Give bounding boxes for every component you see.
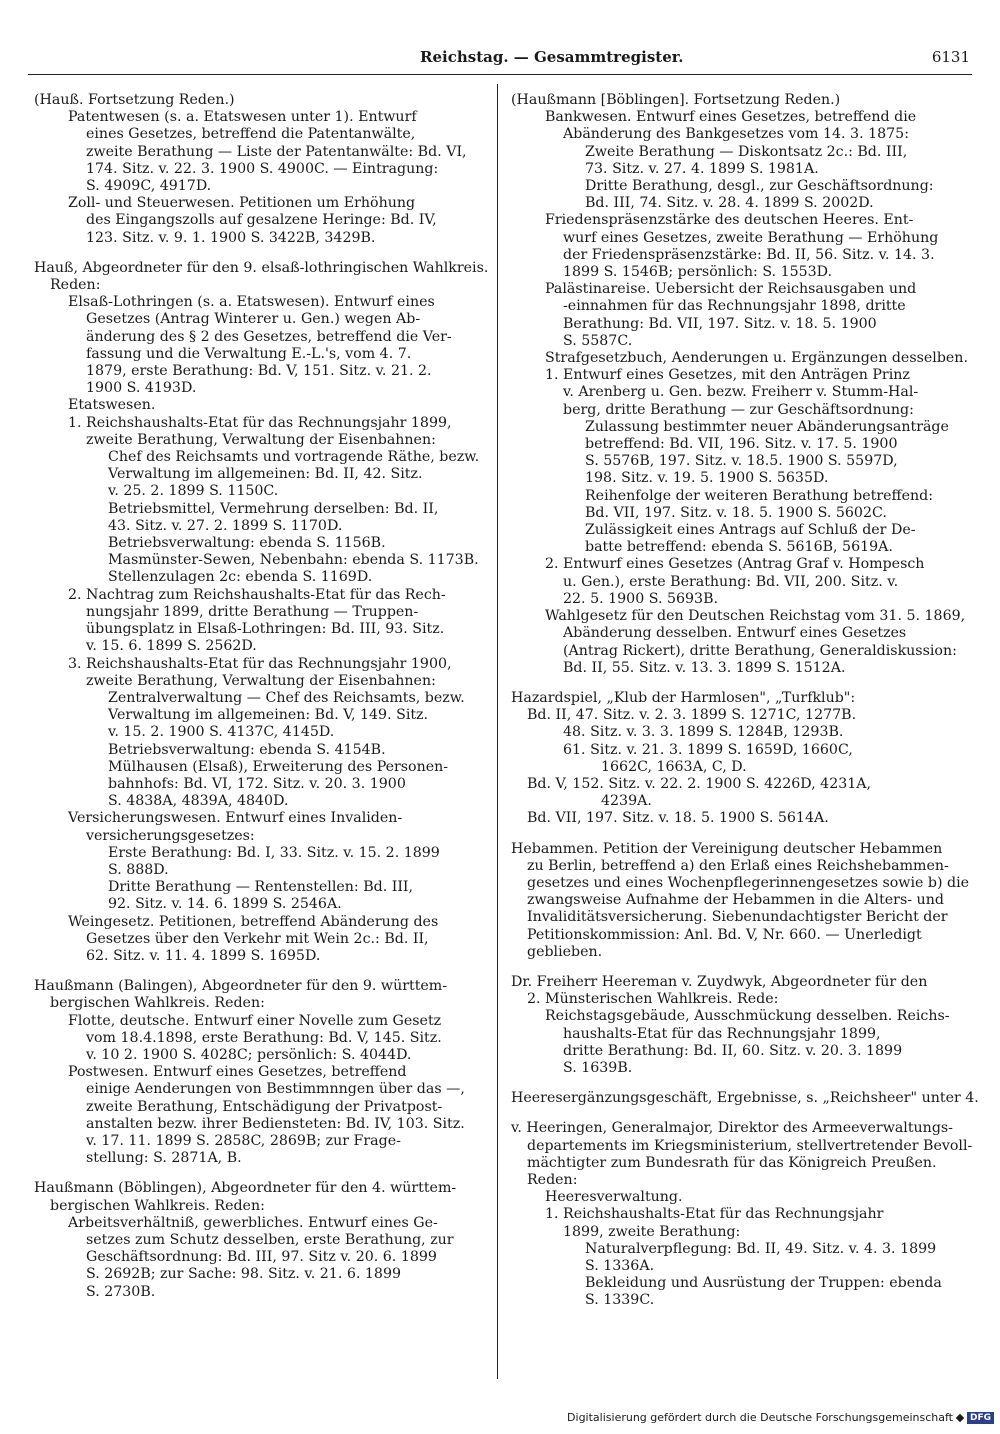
- page-number: 6131: [931, 48, 970, 66]
- page-header: [28, 48, 972, 72]
- entry-line: wurf eines Gesetzes, zweite Berathung — Erhöhung: [563, 229, 939, 246]
- entry-line: Heeresergänzungsgeschäft, Ergebnisse, s. „Reichsheer" unter 4.: [511, 1090, 979, 1107]
- entry-line: S. 1639B.: [563, 1059, 633, 1076]
- entry-line: Bekleidung und Ausrüstung der Truppen: ebenda: [585, 1275, 942, 1292]
- entry-line: 61. Sitz. v. 21. 3. 1899 S. 1659D, 1660C,: [563, 741, 853, 758]
- entry-line: 92. Sitz. v. 14. 6. 1899 S. 2546A.: [108, 896, 342, 913]
- entry-line: Zulässigkeit eines Antrags auf Schluß der De-: [585, 522, 916, 539]
- right-column: [507, 92, 979, 1323]
- entry-line: Dritte Berathung — Rentenstellen: Bd. III,: [108, 879, 414, 896]
- entry-line: 174. Sitz. v. 22. 3. 1900 S. 4900C. — Eintragung:: [86, 160, 439, 177]
- entry-line: v. 15. 6. 1899 S. 2562D.: [86, 638, 257, 655]
- entry-line: (Hauß. Fortsetzung Reden.): [34, 92, 235, 108]
- entry-line: änderung des § 2 des Gesetzes, betreffend die Ver-: [86, 328, 452, 345]
- entry-line: Reichstagsgebäude, Ausschmückung desselben. Reichs-: [545, 1008, 950, 1025]
- entry-line: S. 4909C, 4917D.: [86, 178, 212, 195]
- entry-line: Reden:: [527, 1171, 578, 1188]
- entry-line: bergischen Wahlkreis. Reden:: [50, 1197, 265, 1214]
- entry-line: 73. Sitz. v. 27. 4. 1899 S. 1981A.: [585, 160, 819, 177]
- entry-line: Bankwesen. Entwurf eines Gesetzes, betreffend die: [545, 109, 917, 126]
- entry-line: Berathung: Bd. VII, 197. Sitz. v. 18. 5. 1900: [563, 315, 877, 332]
- entry-line: 2. Entwurf eines Gesetzes (Antrag Graf v. Hompesch: [545, 556, 925, 573]
- index-entry: [507, 974, 969, 1077]
- diamond-icon: [956, 1413, 964, 1421]
- entry-line: v. 17. 11. 1899 S. 2858C, 2869B; zur Frage-: [86, 1132, 401, 1149]
- entry-line: Heeresverwaltung.: [545, 1189, 683, 1206]
- entry-line: Masmünster-Sewen, Nebenbahn: ebenda S. 1173B.: [108, 552, 479, 569]
- entry-line: zweite Berathung, Verwaltung der Eisenbahnen:: [86, 672, 436, 689]
- entry-line: Verwaltung im allgemeinen: Bd. V, 149. Sitz.: [108, 707, 429, 724]
- entry-line: zwangsweise Aufnahme der Hebammen in die Alters- und: [527, 892, 944, 909]
- entry-line: 123. Sitz. v. 9. 1. 1900 S. 3422B, 3429B.: [86, 229, 376, 246]
- entry-line: Dr. Freiherr Heereman v. Zuydwyk, Abgeordneter für den: [511, 973, 928, 990]
- entry-line: v. 10 2. 1900 S. 4028C; persönlich: S. 4044D.: [86, 1046, 412, 1063]
- entry-line: versicherungsgesetzes:: [86, 827, 255, 844]
- entry-line: Abänderung des Bankgesetzes vom 14. 3. 1875:: [563, 126, 909, 143]
- entry-line: Flotte, deutsche. Entwurf einer Novelle zum Gesetz: [68, 1012, 442, 1029]
- entry-line: (Haußmann [Böblingen]. Fortsetzung Reden.): [511, 92, 841, 108]
- entry-line: Zweite Berathung — Diskontsatz 2c.: Bd. III,: [585, 143, 908, 160]
- index-entry: [507, 690, 969, 828]
- entry-line: Gesetzes über den Verkehr mit Wein 2c.: Bd. II,: [86, 930, 429, 947]
- entry-line: Abänderung desselben. Entwurf eines Gesetzes: [563, 625, 907, 642]
- entry-line: haushalts-Etat für das Rechnungsjahr 1899,: [563, 1025, 881, 1042]
- entry-line: 2. Nachtrag zum Reichshaushalts-Etat für das Rech-: [68, 586, 446, 603]
- running-title: Reichstag. — Gesammtregister.: [420, 48, 684, 66]
- entry-line: des Eingangszolls auf gesalzene Heringe: Bd. IV,: [86, 212, 437, 229]
- entry-line: fassung und die Verwaltung E.-L.'s, vom 4. 7.: [86, 345, 412, 362]
- entry-line: 62. Sitz. v. 11. 4. 1899 S. 1695D.: [86, 947, 321, 964]
- entry-line: 1. Reichshaushalts-Etat für das Rechnungsjahr: [545, 1206, 884, 1223]
- entry-line: 198. Sitz. v. 19. 5. 1900 S. 5635D.: [585, 470, 829, 487]
- entry-line: Gesetzes (Antrag Winterer u. Gen.) wegen Ab-: [86, 311, 421, 328]
- entry-line: Reihenfolge der weiteren Berathung betreffend:: [585, 487, 933, 504]
- entry-line: 1. Reichshaushalts-Etat für das Rechnungsjahr 1899,: [68, 414, 452, 431]
- entry-line: -einnahmen für das Rechnungsjahr 1898, dritte: [563, 298, 906, 315]
- entry-line: Bd. II, 55. Sitz. v. 13. 3. 1899 S. 1512A.: [563, 659, 846, 676]
- entry-line: gesetzes und eines Wochenpflegerinnengesetzes sowie b) die: [527, 874, 970, 891]
- entry-line: einige Aenderungen von Bestimmnngen über das —,: [86, 1081, 465, 1098]
- entry-line: Bd. V, 152. Sitz. v. 22. 2. 1900 S. 4226D, 4231A,: [527, 775, 872, 792]
- entry-line: Chef des Reichsamts und vortragende Räthe, bezw.: [108, 449, 480, 466]
- entry-line: 1899, zweite Berathung:: [563, 1223, 741, 1240]
- entry-line: berg, dritte Berathung — zur Geschäftsordnung:: [563, 401, 914, 418]
- entry-line: (Antrag Rickert), dritte Berathung, Generaldiskussion:: [563, 642, 957, 659]
- entry-line: anstalten bezw. ihrer Bediensteten: Bd. IV, 103. Sitz.: [86, 1115, 465, 1132]
- entry-line: v. Heeringen, Generalmajor, Direktor des Armeeverwaltungs-: [511, 1120, 953, 1137]
- header-rule: [28, 74, 972, 75]
- entry-line: Hazardspiel, „Klub der Harmlosen", „Turfklub":: [511, 689, 856, 706]
- entry-line: 4239A.: [601, 793, 652, 810]
- entry-line: nungsjahr 1899, dritte Berathung — Truppen-: [86, 603, 419, 620]
- entry-line: betreffend: Bd. VII, 196. Sitz. v. 17. 5. 1900: [585, 436, 898, 453]
- entry-line: Dritte Berathung, desgl., zur Geschäftsordnung:: [585, 178, 934, 195]
- entry-line: der Friedenspräsenzstärke: Bd. II, 56. Sitz. v. 14. 3.: [563, 246, 935, 263]
- entry-line: Betriebsmittel, Vermehrung derselben: Bd. II,: [108, 500, 439, 517]
- entry-line: S. 4838A, 4839A, 4840D.: [108, 793, 289, 810]
- entry-line: Haußmann (Balingen), Abgeordneter für den 9. württem-: [34, 978, 448, 995]
- entry-line: stellung: S. 2871A, B.: [86, 1150, 242, 1167]
- entry-line: Stellenzulagen 2c: ebenda S. 1169D.: [108, 569, 373, 586]
- entry-line: u. Gen.), erste Berathung: Bd. VII, 200. Sitz. v.: [563, 573, 899, 590]
- entry-line: Erste Berathung: Bd. I, 33. Sitz. v. 15. 2. 1899: [108, 844, 440, 861]
- entry-line: 48. Sitz. v. 3. 3. 1899 S. 1284B, 1293B.: [563, 724, 844, 741]
- entry-line: geblieben.: [527, 943, 603, 960]
- entry-line: departements im Kriegsministerium, stellvertretender Bevoll-: [527, 1137, 973, 1154]
- entry-line: bahnhofs: Bd. VI, 172. Sitz. v. 20. 3. 1900: [108, 775, 406, 792]
- entry-line: 3. Reichshaushalts-Etat für das Rechnungsjahr 1900,: [68, 655, 452, 672]
- footer: [567, 1411, 994, 1424]
- entry-line: S. 1339C.: [585, 1292, 655, 1309]
- index-entry: [507, 1090, 979, 1107]
- index-entry: [507, 1120, 973, 1309]
- entry-line: S. 2692B; zur Sache: 98. Sitz. v. 21. 6. 1899: [86, 1266, 402, 1283]
- entry-line: setzes zum Schutz desselben, erste Berathung, zur: [86, 1232, 454, 1248]
- index-entry: [30, 92, 492, 247]
- index-entry: [30, 1180, 492, 1300]
- entry-line: 22. 5. 1900 S. 5693B.: [563, 590, 719, 607]
- entry-line: Bd. VII, 197. Sitz. v. 18. 5. 1900 S. 5602C.: [585, 504, 887, 521]
- entry-line: vom 18.4.1898, erste Berathung: Bd. V, 145. Sitz.: [86, 1029, 442, 1046]
- entry-line: Betriebsverwaltung: ebenda S. 1156B.: [108, 535, 386, 552]
- entry-line: Petitionskommission: Anl. Bd. V, Nr. 660. — Unerledigt: [527, 926, 922, 943]
- entry-line: Bd. II, 47. Sitz. v. 2. 3. 1899 S. 1271C, 1277B.: [527, 707, 857, 724]
- entry-line: Bd. VII, 197. Sitz. v. 18. 5. 1900 S. 5614A.: [527, 810, 829, 827]
- entry-line: Patentwesen (s. a. Etatswesen unter 1). Entwurf: [68, 109, 417, 126]
- entry-line: mächtigter zum Bundesrath für das Königreich Preußen.: [527, 1154, 937, 1171]
- entry-line: Naturalverpflegung: Bd. II, 49. Sitz. v. 4. 3. 1899: [585, 1240, 937, 1257]
- index-entry: [507, 841, 969, 961]
- entry-line: Invaliditätsversicherung. Siebenundachtigster Bericht der: [527, 909, 948, 926]
- entry-line: Strafgesetzbuch, Aenderungen u. Ergänzungen desselben.: [545, 350, 968, 367]
- entry-line: eines Gesetzes, betreffend die Patentanwälte,: [86, 126, 416, 143]
- entry-line: Reden:: [50, 277, 101, 294]
- entry-line: Geschäftsordnung: Bd. III, 97. Sitz v. 20. 6. 1899: [86, 1249, 437, 1266]
- entry-line: batte betreffend: ebenda S. 5616B, 5619A.: [585, 539, 893, 556]
- entry-line: Mülhausen (Elsaß), Erweiterung des Personen-: [108, 758, 449, 775]
- entry-line: 1879, erste Berathung: Bd. V, 151. Sitz. v. 21. 2.: [86, 363, 432, 380]
- entry-line: Versicherungswesen. Entwurf eines Invaliden-: [68, 810, 403, 827]
- entry-line: v. 25. 2. 1899 S. 1150C.: [108, 483, 279, 500]
- entry-line: dritte Berathung: Bd. II, 60. Sitz. v. 20. 3. 1899: [563, 1042, 903, 1059]
- entry-line: Wahlgesetz für den Deutschen Reichstag vom 31. 5. 1869,: [545, 608, 966, 625]
- index-entry: [30, 978, 492, 1167]
- entry-line: 1662C, 1663A, C, D.: [601, 758, 747, 775]
- entry-line: v. 15. 2. 1900 S. 4137C, 4145D.: [108, 724, 335, 741]
- entry-line: übungsplatz in Elsaß-Lothringen: Bd. III, 93. Sitz.: [86, 621, 445, 638]
- entry-line: Friedenspräsenzstärke des deutschen Heeres. Ent-: [545, 212, 914, 229]
- entry-line: Betriebsverwaltung: ebenda S. 4154B.: [108, 741, 386, 758]
- index-entry: [507, 92, 969, 677]
- entry-line: Hauß, Abgeordneter für den 9. elsaß-lothringischen Wahlkreis.: [34, 259, 489, 276]
- entry-line: 1. Entwurf eines Gesetzes, mit den Anträgen Prinz: [545, 367, 910, 384]
- entry-line: Verwaltung im allgemeinen: Bd. II, 42. Sitz.: [108, 466, 423, 483]
- entry-line: zweite Berathung, Entschädigung der Privatpost-: [86, 1098, 443, 1115]
- entry-line: Palästinareise. Uebersicht der Reichsausgaben und: [545, 281, 917, 298]
- entry-line: v. Arenberg u. Gen. bezw. Freiherr v. Stumm-Hal-: [563, 384, 919, 401]
- entry-line: Zoll- und Steuerwesen. Petitionen um Erhöhung: [68, 195, 416, 212]
- left-column: [30, 92, 492, 1314]
- entry-line: Haußmann (Böblingen), Abgeordneter für den 4. württem-: [34, 1180, 457, 1197]
- entry-line: S. 1336A.: [585, 1258, 655, 1274]
- entry-line: Zentralverwaltung — Chef des Reichsamts, bezw.: [108, 689, 465, 706]
- dfg-logo: DFG: [967, 1412, 994, 1424]
- entry-line: Weingesetz. Petitionen, betreffend Abänderung des: [68, 913, 439, 930]
- entry-line: Bd. III, 74. Sitz. v. 28. 4. 1899 S. 2002D.: [585, 195, 874, 212]
- entry-line: S. 5587C.: [563, 332, 633, 349]
- entry-line: bergischen Wahlkreis. Reden:: [50, 995, 265, 1012]
- entry-line: Hebammen. Petition der Vereinigung deutscher Hebammen: [511, 840, 943, 857]
- entry-line: zweite Berathung, Verwaltung der Eisenbahnen:: [86, 431, 436, 448]
- entry-line: zu Berlin, betreffend a) den Erlaß eines Reichshebammen-: [527, 857, 949, 874]
- entry-line: zweite Berathung — Liste der Patentanwälte: Bd. VI,: [86, 143, 467, 160]
- entry-line: S. 2730B.: [86, 1283, 156, 1300]
- index-entry: [30, 260, 492, 965]
- entry-line: Zulassung bestimmter neuer Abänderungsanträge: [585, 418, 949, 435]
- entry-line: Elsaß-Lothringen (s. a. Etatswesen). Entwurf eines: [68, 294, 435, 311]
- entry-line: Postwesen. Entwurf eines Gesetzes, betreffend: [68, 1064, 407, 1081]
- entry-line: Etatswesen.: [68, 397, 156, 414]
- entry-line: 1900 S. 4193D.: [86, 380, 197, 397]
- entry-line: S. 5576B, 197. Sitz. v. 18.5. 1900 S. 5597D,: [585, 453, 898, 470]
- footer-credit: Digitalisierung gefördert durch die Deutsche Forschungsgemeinschaft: [567, 1411, 953, 1424]
- entry-line: 2. Münsterischen Wahlkreis. Rede:: [527, 991, 779, 1008]
- entry-line: 43. Sitz. v. 27. 2. 1899 S. 1170D.: [108, 517, 343, 534]
- column-divider: [497, 84, 498, 1379]
- entry-line: S. 888D.: [108, 861, 169, 878]
- entry-line: Arbeitsverhältniß, gewerbliches. Entwurf eines Ge-: [68, 1214, 438, 1231]
- entry-line: 1899 S. 1546B; persönlich: S. 1553D.: [563, 264, 833, 281]
